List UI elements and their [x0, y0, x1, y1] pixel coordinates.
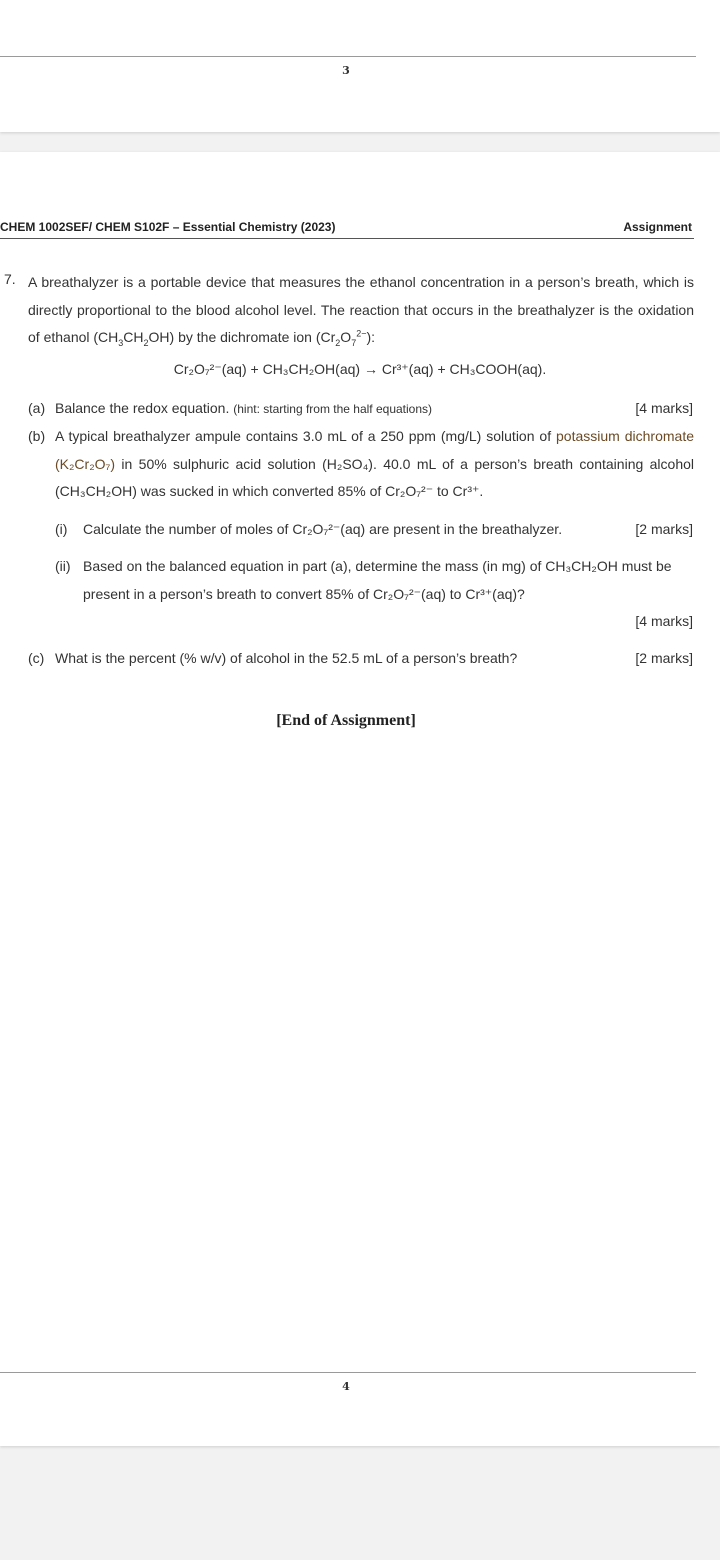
course-title: CHEM 1002SEF/ CHEM S102F – Essential Chemistry (2023) — [0, 220, 336, 234]
part-b-ii-text: Based on the balanced equation in part (a), determine the mass (in mg) of CH₃CH₂OH must be present in a person’s breath to convert 85% of Cr₂O₇²⁻(aq) to Cr³⁺(aq)? — [83, 558, 672, 602]
part-c-label: (c) — [28, 650, 45, 666]
part-a-hint: (hint: starting from the half equations) — [233, 402, 433, 416]
intro-ethanol-mid: CH — [123, 329, 144, 345]
part-b-ii-label: (ii) — [55, 558, 71, 574]
previous-page — [0, 0, 720, 132]
intro-ethanol-end: OH) by the dichromate ion (Cr — [148, 329, 336, 345]
document-type: Assignment — [623, 220, 692, 234]
part-c-marks: [2 marks] — [635, 650, 693, 666]
part-b-highlight: potassium dichromate (K₂Cr₂O₇) — [55, 428, 694, 472]
part-a-label: (a) — [28, 400, 46, 416]
part-a-marks: [4 marks] — [635, 400, 693, 416]
part-b-i-text: Calculate the number of moles of Cr₂O₇²⁻(aq) are present in the breathalyzer. — [83, 521, 563, 537]
question-number: 7. — [4, 271, 16, 287]
part-b-text — [55, 423, 694, 506]
footer-rule — [0, 1372, 696, 1373]
part-a-text — [55, 395, 615, 424]
question-intro: A breathalyzer is a portable device that measures the ethanol concentration in a person’s breath, which is directly proportional to the blood alcohol level. The reaction that occurs in the breathalyzer is the oxidation of ethanol $(CH_3CH_2OH)$ by the dichromate ion $(Cr_2O_7^{2-})$: — [28, 274, 694, 348]
end-of-assignment: [End of Assignment] — [276, 712, 416, 729]
part-b-text-2: in 50% sulphuric acid solution (H₂SO₄). 40.0 mL of a person’s breath containing alcohol (CH₃CH₂OH) was sucked in which converted 85% of Cr₂O₇²⁻ to Cr³⁺. — [55, 455, 694, 499]
page-header — [0, 220, 694, 239]
part-b-text-1: A typical breathalyzer ampule contains 3.0 mL of a 250 ppm (mg/L) solution of — [55, 428, 552, 444]
intro-text: A breathalyzer is a portable device that measures the ethanol concentration in a person’s breath, which is directly proportional to the blood alcohol level. The reaction that occurs in the breathalyzer is the oxidation of ethanol (CH — [28, 274, 694, 345]
page-number: 4 — [342, 1380, 350, 1393]
part-b-i-marks: [2 marks] — [635, 521, 693, 537]
part-b-ii-marks: [4 marks] — [635, 613, 693, 629]
current-page — [0, 152, 720, 1446]
part-b-label: (b) — [28, 428, 46, 444]
footer-rule — [0, 56, 696, 57]
intro-end: ): — [366, 329, 376, 345]
reaction-equation: Cr₂O₇²⁻(aq) + CH₃CH₂OH(aq) → Cr³⁺(aq) + CH₃COOH(aq). — [173, 361, 547, 377]
part-b-i-label: (i) — [55, 521, 68, 537]
part-a-question: Balance the redox equation. — [55, 400, 230, 416]
page-number: 3 — [342, 64, 350, 77]
part-c-text: What is the percent (% w/v) of alcohol in the 52.5 mL of a person’s breath? — [55, 650, 518, 666]
